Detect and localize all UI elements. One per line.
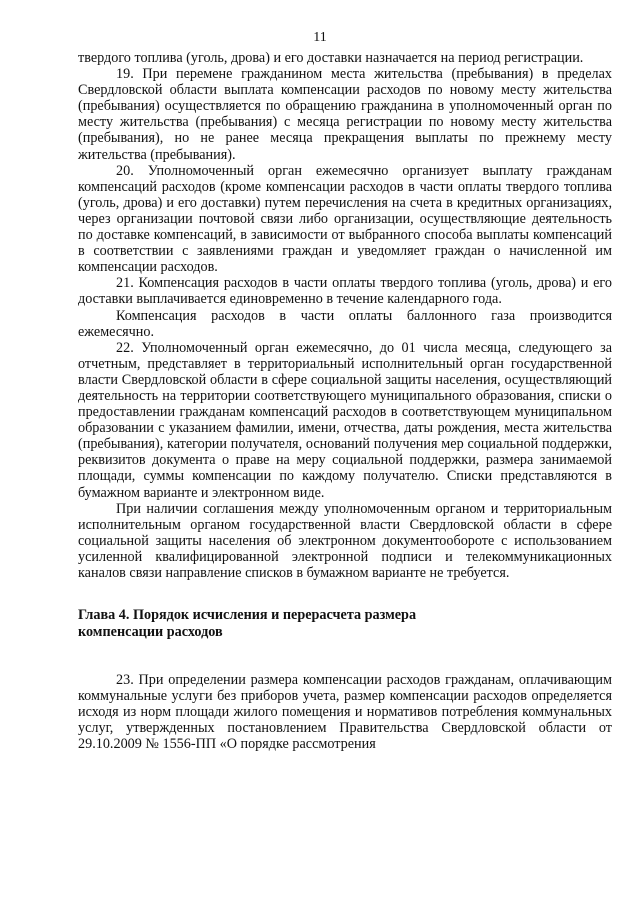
chapter-heading-line1: Глава 4. Порядок исчисления и перерасчета размера xyxy=(78,607,417,624)
paragraph-21-gas: Компенсация расходов в части оплаты баллонного газа производится ежемесячно. xyxy=(78,307,612,340)
paragraph-19: 19. При перемене гражданином места жительства (пребывания) в пределах Свердловской области выплата компенсации расходов по новому месту жительства (пребывания) осуществляется по обращению гражданина в уполномоченный орган по месту жительства (пребывания) с месяца регистрации по новому месту жительства (пребывания), но не ранее месяца прекращения выплаты по прежнему месту жительства (пребывания). xyxy=(78,66,612,163)
spacer xyxy=(78,640,612,672)
paragraph-22: 22. Уполномоченный орган ежемесячно, до 01 числа месяца, следующего за отчетным, представляет в территориальный исполнительный орган государственной власти Свердловской области в сфере социальной защиты населения, осуществляющий деятельность на территории соответствующего муниципального образования, списки о предоставлении гражданам компенсаций расходов в соответствующем муниципальном образовании с указанием фамилии, имени, отчества, даты рождения, места жительства (пребывания), категории получателя, оснований получения мер социальной поддержки, реквизитов документа о праве на меру социальной поддержки, размера занимаемой площади, суммы компенсации по каждому получателю. Списки представляются в бумажном варианте и электронном виде. xyxy=(78,339,612,501)
spacer xyxy=(78,581,612,607)
document-body xyxy=(78,50,612,753)
paragraph-continuation: твердого топлива (уголь, дрова) и его доставки назначается на период регистрации. xyxy=(78,50,584,66)
paragraph-20: 20. Уполномоченный орган ежемесячно организует выплату гражданам компенсаций расходов (кроме компенсации расходов в части оплаты твердого топлива (уголь, дрова) и его доставки) путем перечисления на счета в кредитных организациях, через организации почтовой связи либо организации, осуществляющие деятельность по доставке компенсаций, в зависимости от выбранного способа выплаты компенсаций в соответствии с заявлениями граждан и уведомляет граждан о начисленной им компенсации расходов. xyxy=(78,162,612,276)
paragraph-22-agreement: При наличии соглашения между уполномоченным органом и территориальным исполнительным органом государственной власти Свердловской области в сфере социальной защиты населения об электронном документообороте с использованием усиленной квалифицированной электронной подписи и телекоммуникационных каналов связи направление списков в бумажном варианте не требуется. xyxy=(78,500,612,581)
page-number: 11 xyxy=(313,30,327,45)
paragraph-23: 23. При определении размера компенсации расходов гражданам, оплачивающим коммунальные услуги без приборов учета, размер компенсации расходов определяется исходя из норм площади жилого помещения и нормативов потребления коммунальных услуг, утвержденных постановлением Правительства Свердловской области от 29.10.2009 № 1556-ПП «О порядке рассмотрения xyxy=(78,672,612,753)
paragraph-21: 21. Компенсация расходов в части оплаты твердого топлива (уголь, дрова) и его доставки выплачивается единовременно в течение календарного года. xyxy=(78,275,612,308)
chapter-heading-line2: компенсации расходов xyxy=(78,623,223,640)
chapter-heading xyxy=(78,607,612,640)
